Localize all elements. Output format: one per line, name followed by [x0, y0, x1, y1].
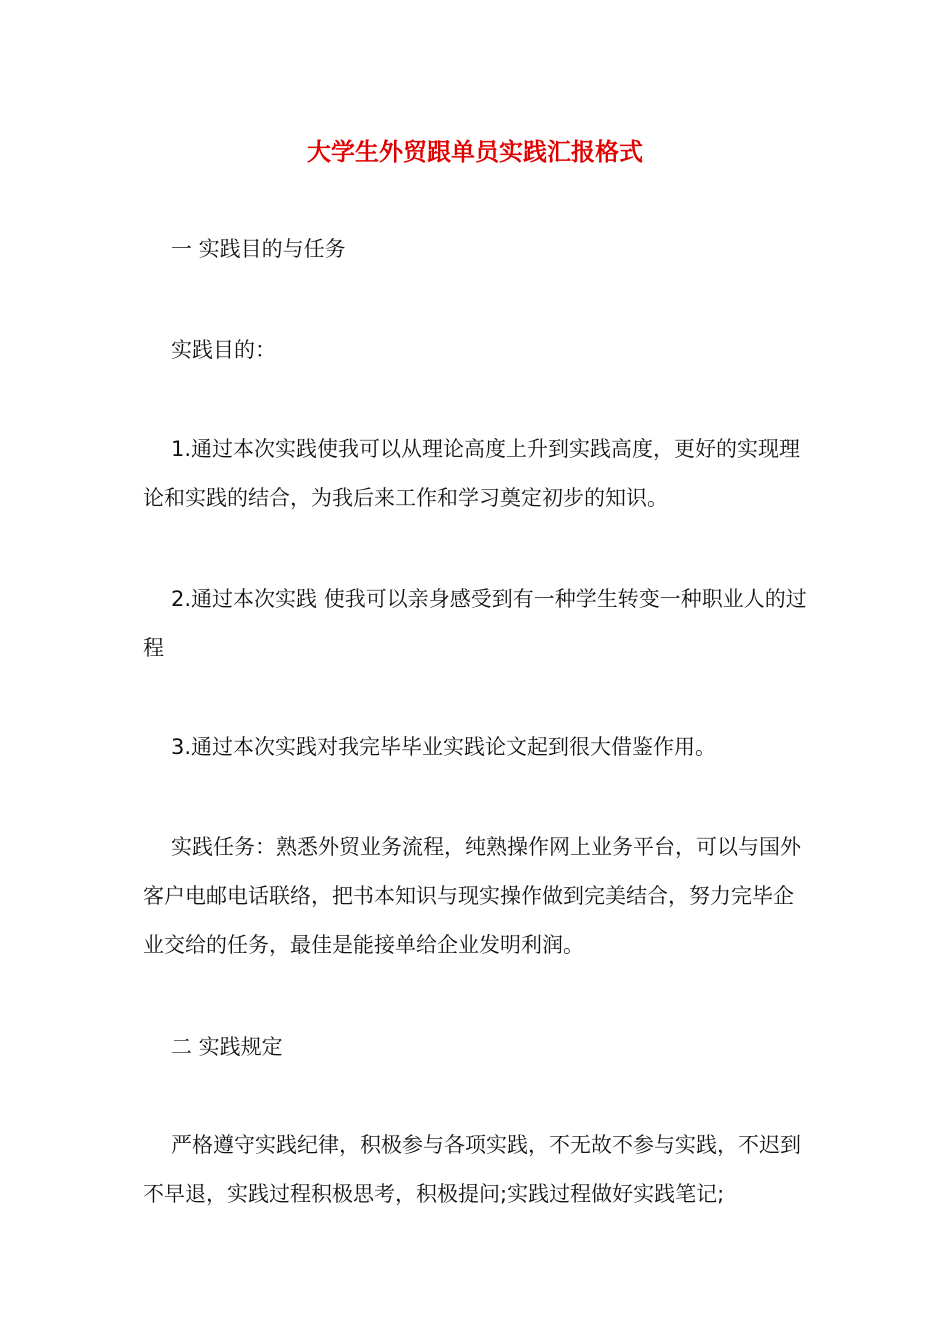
goal-paragraph-3: 3.通过本次实践对我完毕毕业实践论文起到很大借鉴作用。 — [171, 735, 717, 759]
goal-heading: 实践目的： — [171, 338, 276, 362]
goal-paragraph-2: 2.通过本次实践 使我可以亲身感受到有一种学生转变一种职业人的过程 — [143, 587, 807, 660]
section-heading-1: 一 实践目的与任务 — [171, 237, 346, 261]
goal-paragraph-1: 1.通过本次实践使我可以从理论高度上升到实践高度，更好的实现理论和实践的结合，为我后来工作和学习奠定初步的知识。 — [143, 437, 801, 510]
rules-paragraph: 严格遵守实践纪律，积极参与各项实践，不无故不参与实践，不迟到不早退，实践过程积极思考，积极提问;实践过程做好实践笔记; — [143, 1133, 801, 1206]
task-paragraph: 实践任务：熟悉外贸业务流程，纯熟操作网上业务平台，可以与国外客户电邮电话联络，把书本知识与现实操作做到完美结合，努力完毕企业交给的任务，最佳是能接单给企业发明利润。 — [143, 835, 801, 957]
section-heading-2: 二 实践规定 — [171, 1035, 283, 1059]
document-title: 大学生外贸跟单员实践汇报格式 — [307, 138, 643, 166]
